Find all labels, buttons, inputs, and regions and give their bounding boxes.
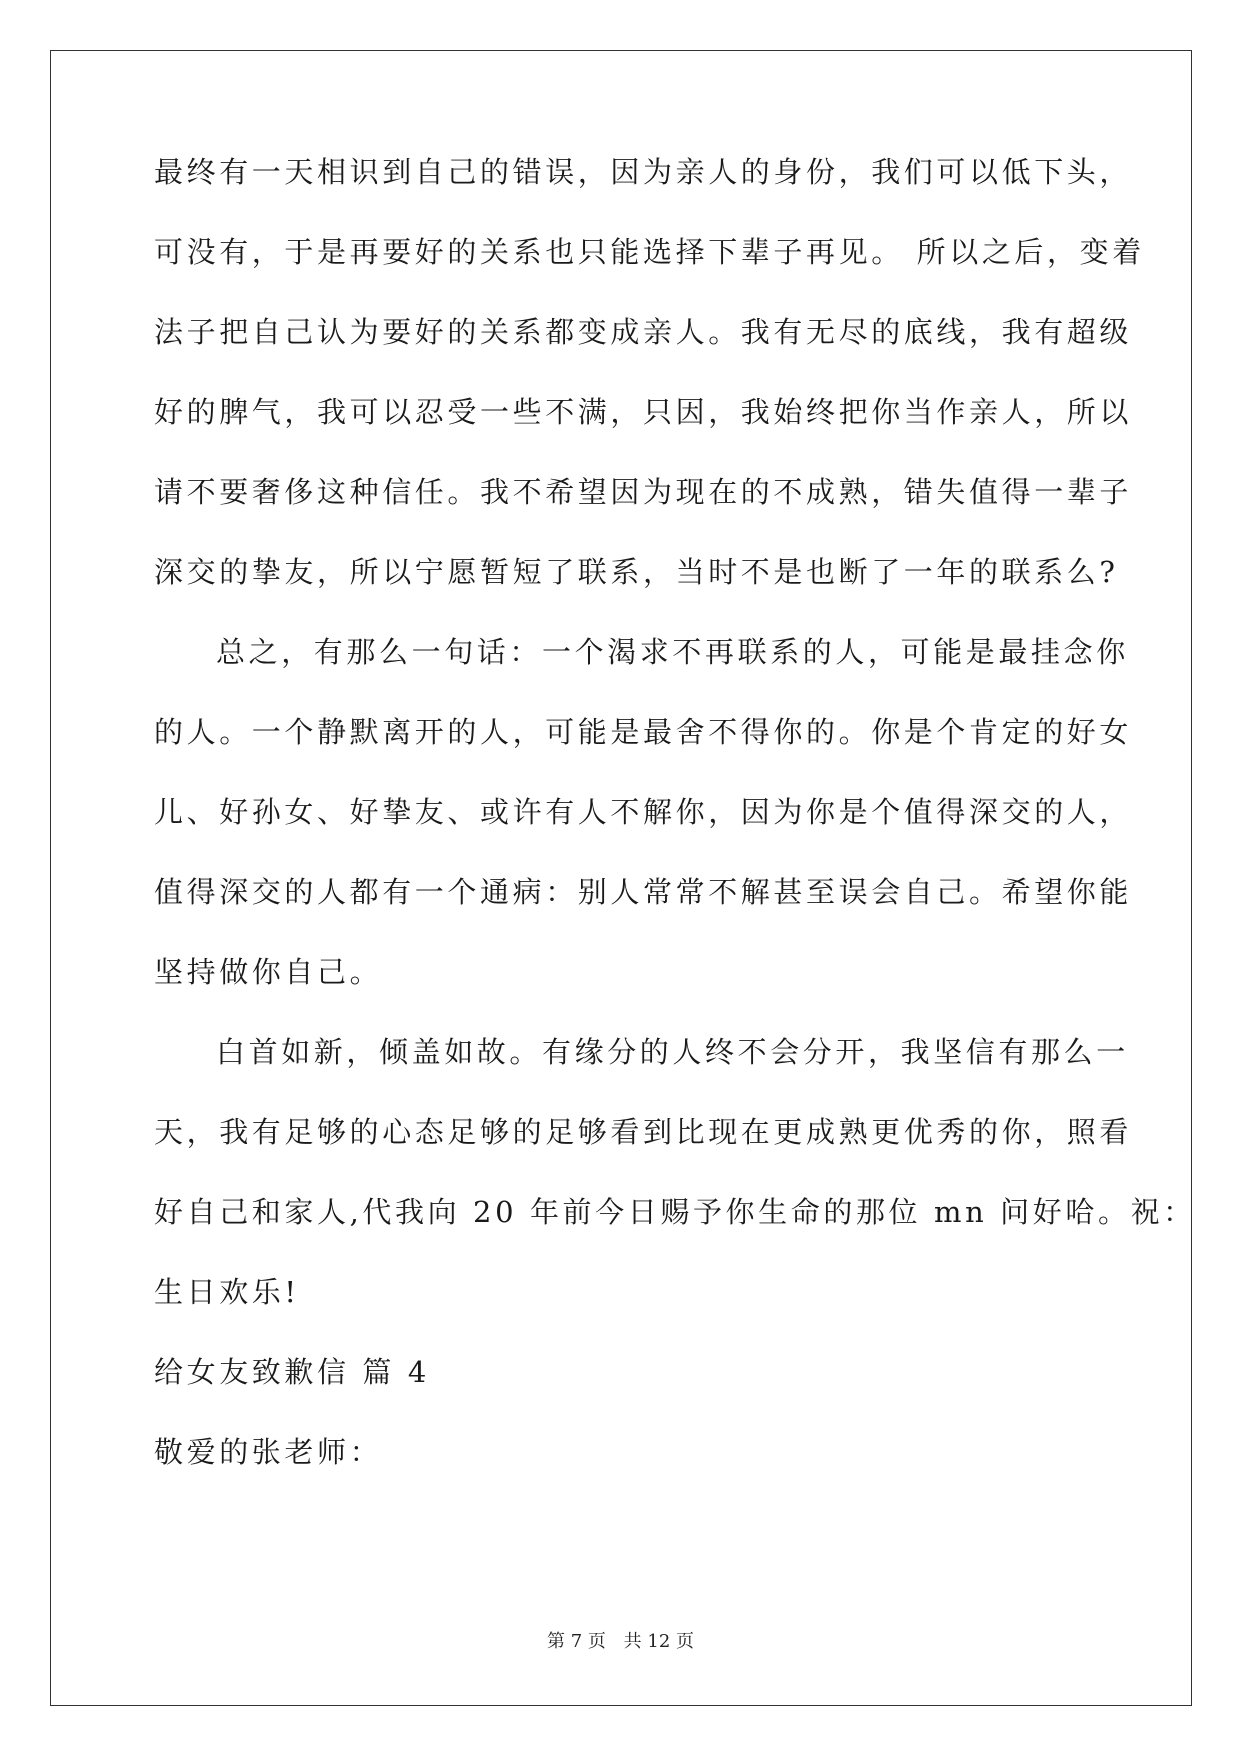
page-footer [0,1630,1241,1654]
page-number-current: 第 7 页 [547,1631,606,1652]
text-line-13: 天，我有足够的心态足够的足够看到比现在更成熟更优秀的你，照看 [154,1115,1133,1149]
text-line-9: 儿、好孙女、好挚友、或许有人不解你，因为你是个值得深交的人， [154,795,1133,829]
section-heading: 给女友致歉信 篇 4 [154,1355,430,1389]
text-line-15: 生日欢乐! [154,1275,300,1309]
text-line-12: 白首如新，倾盖如故。有缘分的人终不会分开，我坚信有那么一 [216,1035,1129,1069]
page-number-total: 共 12 页 [623,1631,694,1652]
salutation: 敬爱的张老师： [154,1435,383,1469]
text-line-8: 的人。一个静默离开的人，可能是最舍不得你的。你是个肯定的好女 [154,715,1133,749]
text-line-6: 深交的挚友，所以宁愿暂短了联系，当时不是也断了一年的联系么? [154,555,1119,589]
text-line-1: 最终有一天相识到自己的错误，因为亲人的身份，我们可以低下头， [154,155,1133,189]
text-line-11: 坚持做你自己。 [154,955,383,989]
text-line-5: 请不要奢侈这种信任。我不希望因为现在的不成熟，错失值得一辈子 [154,475,1133,509]
text-line-3: 法子把自己认为要好的关系都变成亲人。我有无尽的底线，我有超级 [154,315,1133,349]
text-line-2: 可没有，于是再要好的关系也只能选择下辈子再见。 所以之后，变着 [154,235,1145,269]
text-line-10: 值得深交的人都有一个通病：别人常常不解甚至误会自己。希望你能 [154,875,1133,909]
text-line-4: 好的脾气，我可以忍受一些不满，只因，我始终把你当作亲人，所以 [154,395,1133,429]
text-line-14: 好自己和家人,代我向 20 年前今日赐予你生命的那位 mn 问好哈。祝： [154,1195,1196,1229]
text-line-7: 总之，有那么一句话：一个渴求不再联系的人，可能是最挂念你 [216,635,1129,669]
